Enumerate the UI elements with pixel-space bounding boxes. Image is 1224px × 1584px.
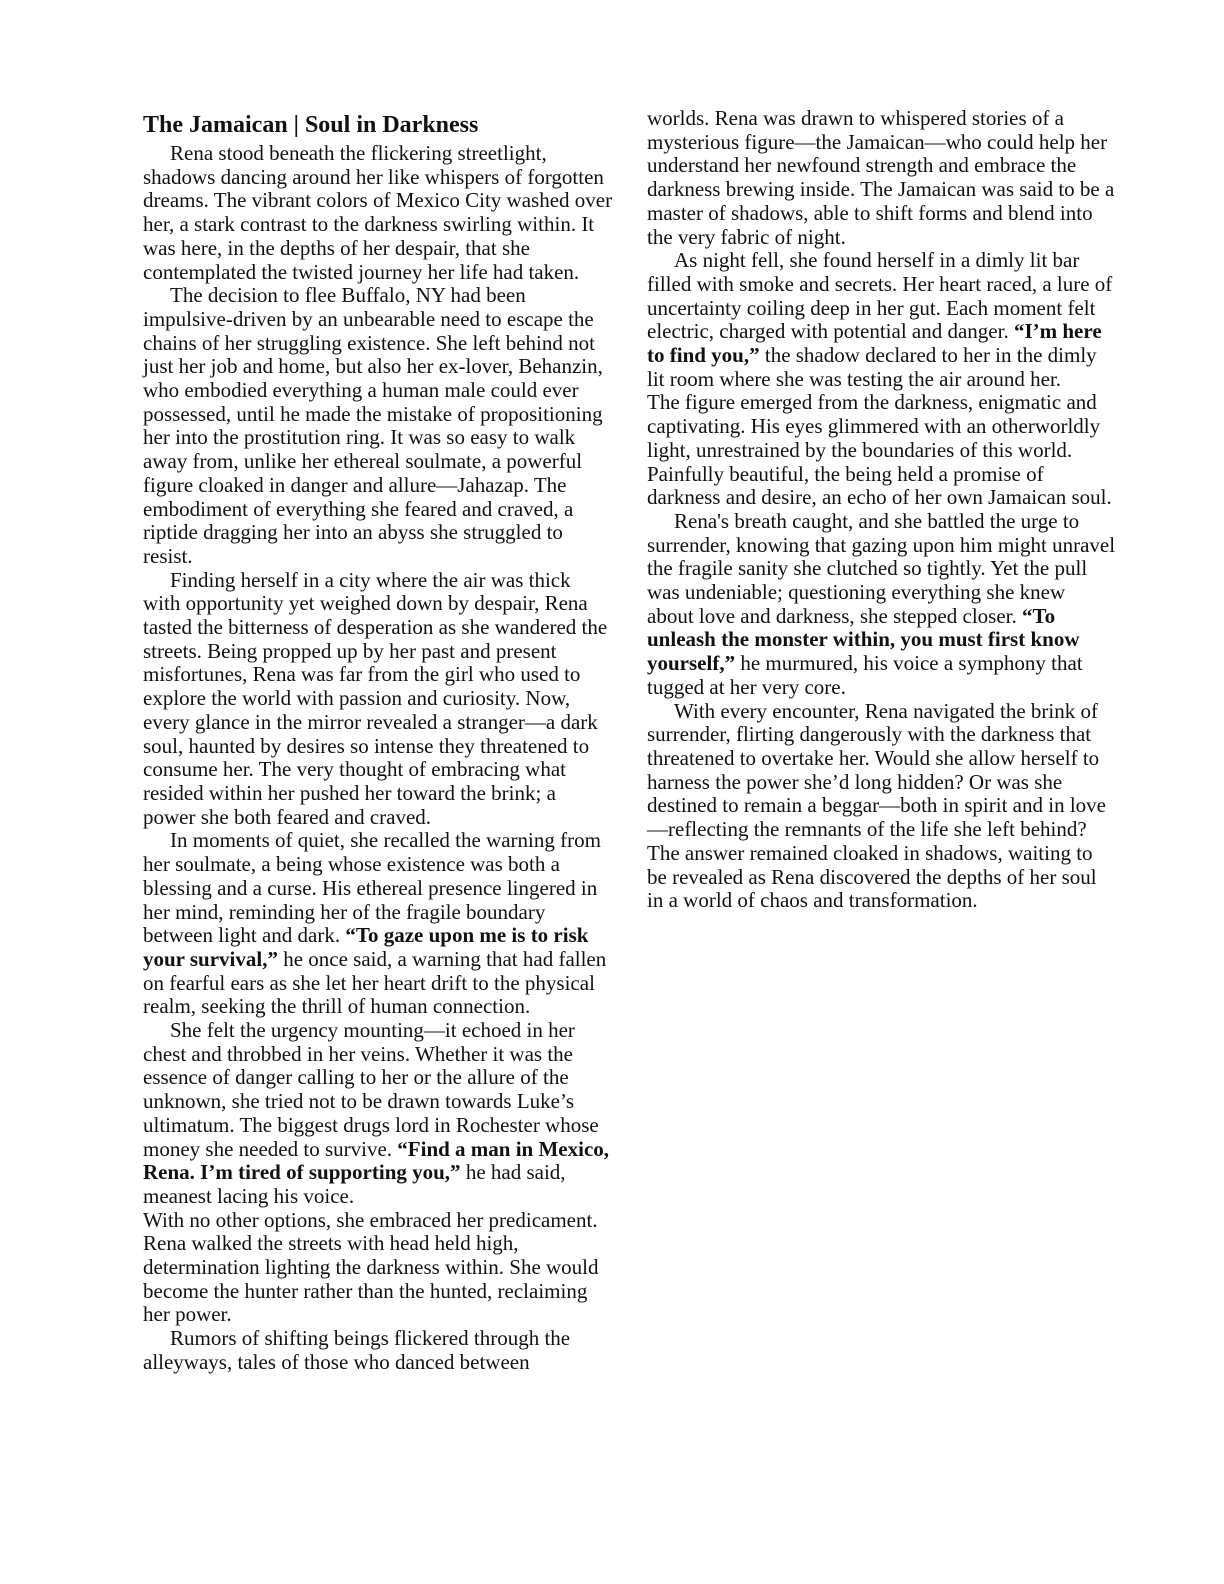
paragraph-text: Finding herself in a city where the air was thick with opportunity yet weighed down by despair, Rena tasted the bitterness of desperation as she wandered the streets. Being propped up by her past and present misfortunes, Rena was far from the girl who used to explore the world with passion and curiosity. Now, every glance in the mirror revealed a stranger—a dark soul, haunted by desires so intense they threatened to consume her. The very thought of embracing what resided within her pushed her toward the brink; a power she both feared and craved. (143, 567, 608, 829)
paragraph (143, 1209, 613, 1328)
paragraph (143, 1327, 613, 1374)
bold-quote: “I’m here to find you,” (647, 319, 1102, 368)
paragraph-text: She felt the urgency mounting—it echoed in her chest and throbbed in her veins. Whether it was the essence of danger calling to her or the allure of the unknown, she tried not to be drawn towards Luke’s ultimatum. The biggest drugs lord in Rochester whose money she needed to survive. (143, 1018, 599, 1161)
paragraph (143, 284, 613, 568)
paragraph (143, 569, 613, 830)
paragraph-text: In moments of quiet, she recalled the warning from her soulmate, a being whose existence was both a blessing and a curse. His ethereal presence lingered in her mind, reminding her of the fragile boundary between light and dark. (143, 828, 601, 948)
paragraph (143, 142, 613, 284)
left-column-body (143, 142, 613, 1375)
bold-quote: “Find a man in Mexico, Rena. I’m tired of supporting you,” (143, 1136, 610, 1185)
paragraph (647, 510, 1117, 700)
paragraph (647, 107, 1117, 249)
paragraph-text: Rena's breath caught, and she battled the urge to surrender, knowing that gazing upon him might unravel the fragile sanity she clutched so tightly. Yet the pull was undeniable; questioning everything she knew about love and darkness, she stepped closer. (647, 508, 1116, 628)
right-column-body (647, 107, 1117, 913)
paragraph-text: he murmured, his voice a symphony that tugged at her very core. (647, 651, 1083, 699)
paragraph (647, 700, 1117, 842)
paragraph (143, 1019, 613, 1209)
paragraph-text: he had said, meanest lacing his voice. (143, 1160, 566, 1208)
document-title: The Jamaican | Soul in Darkness (143, 112, 479, 138)
right-column (647, 107, 1117, 913)
paragraph (143, 829, 613, 1019)
paragraph-text: he once said, a warning that had fallen on fearful ears as she let her heart drift to the physical realm, seeking the thrill of human connection. (143, 946, 607, 1019)
paragraph-text: With every encounter, Rena navigated the brink of surrender, flirting dangerously with the darkness that threatened to overtake her. Would she allow herself to harness the power she’d long hidden? Or was she destined to remain a beggar—both in spirit and in love—reflecting the remnants of the life she left behind? (647, 698, 1106, 842)
left-column (143, 110, 613, 1375)
paragraph-text: worlds. Rena was drawn to whispered stories of a mysterious figure—the Jamaican—who could help her understand her newfound strength and embrace the darkness brewing inside. The Jamaican was said to be a master of shadows, able to shift forms and blend into the very fabric of night. (647, 106, 1115, 249)
paragraph-text: The decision to flee Buffalo, NY had been impulsive-driven by an unbearable need to escape the chains of her struggling existence. She left behind not just her job and home, but also her ex-lover, Behanzin, who embodied everything a human male could ever possessed, until he made the mistake of propositioning her into the prostitution ring. It was so easy to walk away from, unlike her ethereal soulmate, a powerful figure cloaked in danger and allure—Jahazap. The embodiment of everything she feared and craved, a riptide dragging her into an abyss she struggled to resist. (143, 283, 603, 568)
paragraph-text: Rumors of shifting beings flickered through the alleyways, tales of those who danced between (143, 1326, 571, 1374)
paragraph-text: The figure emerged from the darkness, enigmatic and captivating. His eyes glimmered with an otherworldly light, unrestrained by the boundaries of this world. Painfully beautiful, the being held a promise of darkness and desire, an echo of her own Jamaican soul. (647, 390, 1112, 510)
paragraph-text: the shadow declared to her in the dimly lit room where she was testing the air around her. (647, 343, 1097, 391)
paragraph-text: With no other options, she embraced her predicament. Rena walked the streets with head held high, determination lighting the darkness within. She would become the hunter rather than the hunted, reclaiming her power. (143, 1207, 599, 1327)
bold-quote: “To gaze upon me is to risk your survival,” (143, 923, 589, 971)
paragraph-text: The answer remained cloaked in shadows, waiting to be revealed as Rena discovered the depths of her soul in a world of chaos and transformation. (647, 840, 1097, 913)
bold-quote: “To unleash the monster within, you must first know yourself,” (647, 603, 1080, 676)
paragraph-text: Rena stood beneath the flickering streetlight, shadows dancing around her like whispers of forgotten dreams. The vibrant colors of Mexico City washed over her, a stark contrast to the darkness swirling within. It was here, in the depths of her despair, that she contemplated the twisted journey her life had taken. (143, 141, 613, 284)
paragraph-text: As night fell, she found herself in a dimly lit bar filled with smoke and secrets. Her heart raced, a lure of uncertainty coiling deep in her gut. Each moment felt electric, charged with potential and danger. (647, 248, 1113, 344)
paragraph (647, 391, 1117, 510)
paragraph (647, 842, 1117, 913)
paragraph (647, 249, 1117, 391)
